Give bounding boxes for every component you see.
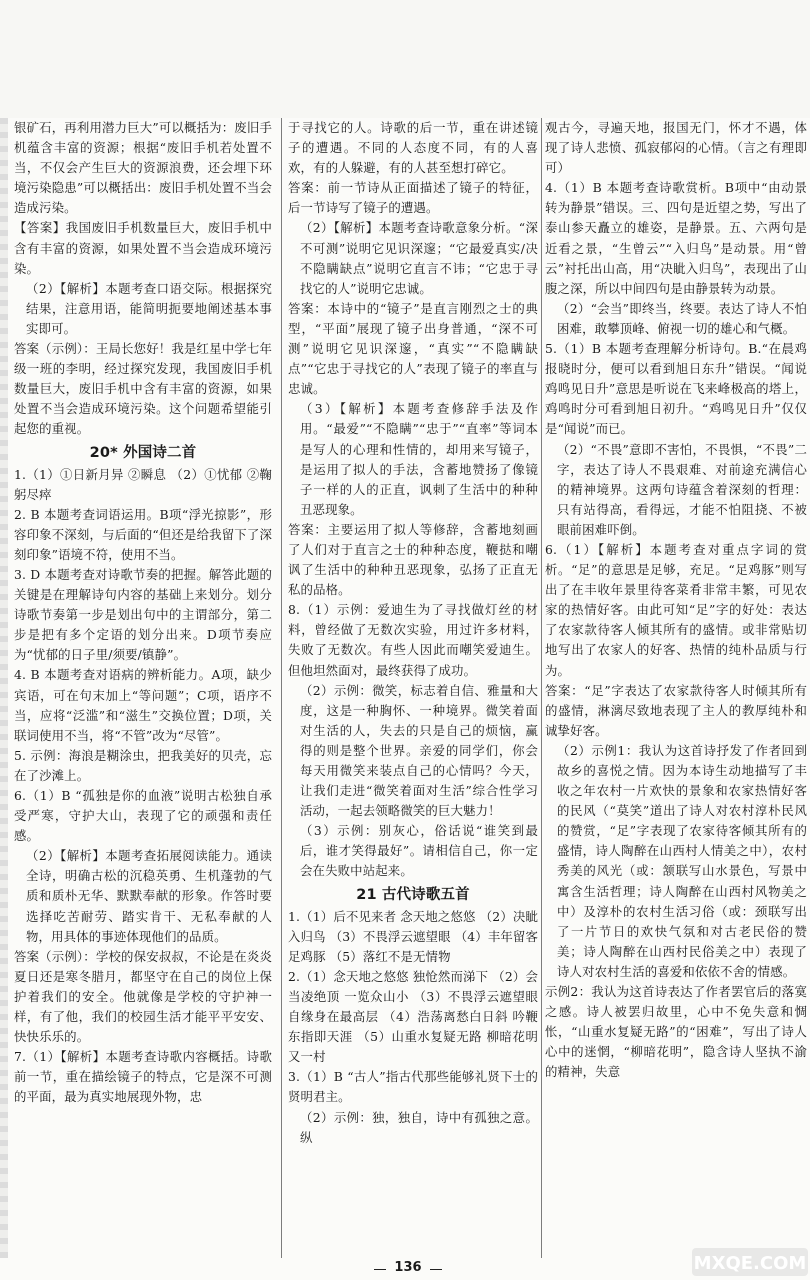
answer-paragraph: 1.（1）后不见来者 念天地之悠悠 （2）决眦入归鸟 （3）不畏浮云遮望眼 （4）丰年留客足鸡豚 （5）落红不是无情物 [288,908,538,964]
section-heading: 20* 外国诗二首 [89,444,197,461]
blank-top-margin [0,0,810,118]
column-middle [288,118,538,1148]
answer-paragraph: 观古今，寻遍天地，报国无门，怀才不遇，体现了诗人悲愤、孤寂郁闷的心情。（言之有理即可） [545,120,807,176]
answer-paragraph: 答案（示例）：学校的保安叔叔，不论是在炎炎夏日还是寒冬腊月，都坚守在自己的岗位上保护着我们的安全。他就像是学校的守护神一样，有了他，我们的校园生活才能平平安安、快快乐乐的。 [14,948,272,1045]
answer-paragraph: （2）【解析】本题考查拓展阅读能力。通读全诗，明确古松的沉稳英勇、生机蓬勃的气质和质朴无华、默默奉献的形象。作答时要选择吃苦耐劳、踏实肯干、无私奉献的人物，用具体的事迹体现他们的品质。 [26,848,272,944]
answer-paragraph: 7.（1）【解析】本题考查诗歌内容概括。诗歌前一节，重在描绘镜子的特点，它是深不可测的平面，最为真实地展现外物，忠 [14,1049,272,1105]
answer-paragraph: 示例2：我认为这首诗表达了作者罢官后的落寞之感。诗人被罢归故里，心中不免失意和惆怅，“山重水复疑无路”的“困难”，写出了诗人心中的迷惘，“柳暗花明”，隐含诗人坚执不渝的精神，失意 [545,984,807,1080]
answer-paragraph: 4.（1）B 本题考查诗歌赏析。B项中“由动景转为静景”错误。三、四句是近望之势，写出了泰山参天矗立的雄姿，是静景。五、六两句是近看之景，“生曾云”“入归鸟”是动景。用“曾云”衬托出山高，用“决眦入归鸟”，表现出了山腹之深，所以中间四句是由静景转为动景。 [545,180,807,296]
answer-paragraph: （3）【解析】本题考查修辞手法及作用。“最爱”“不隐瞒”“忠于”“直率”等词本是写人的心理和性情的，却用来写镜子，是运用了拟人的手法，含蓄地赞扬了像镜子一样的人的正直，讽刺了生活中的种种丑恶现象。 [300,401,538,517]
watermark-logo [690,1240,810,1280]
answer-paragraph: （2）示例：微笑，标志着自信、雅量和大度，这是一种胸怀、一种境界。微笑着面对生活的人，失去的只是自己的烦恼，赢得的则是整个世界。亲爱的同学们，你会每天用微笑来装点自己的心情吗？今天，让我们走进“微笑着面对生活”综合性学习活动，一起去领略微笑的巨大魅力！ [300,682,538,819]
answer-paragraph: 银矿石，再利用潜力巨大”可以概括为：废旧手机蕴含丰富的资源；根据“废旧手机若处置不当，不仅会产生巨大的资源浪费，还会埋下环境污染隐患”可以概括出：废旧手机处置不当会造成污染。 [14,120,272,216]
answer-paragraph: （2）“会当”即终当，终要。表达了诗人不怕困难，敢攀顶峰、俯视一切的雄心和气概。 [557,300,807,336]
column-left [14,118,272,1108]
answer-paragraph: 答案：“足”字表达了农家款待客人时倾其所有的盛情，淋漓尽致地表现了主人的教厚纯朴和诚挚好客。 [545,682,807,738]
binding-edge [0,118,8,1258]
answer-paragraph: 2. B 本题考查词语运用。B项“浮光掠影”，形容印象不深刻，与后面的“但还是给我留下了深刻印象”语境不符，使用不当。 [14,506,272,562]
answer-paragraph: 答案（示例）：王局长您好！我是红星中学七年级一班的李明，经过探究发现，我国废旧手机数量巨大，废旧手机中含有丰富的资源，如果处置不当会造成环境污染。这个问题希望能引起您的重视。 [14,341,272,437]
answer-paragraph: （3）示例：别灰心，俗话说“谁笑到最后，谁才笑得最好”。请相信自己，你一定会在失败中站起来。 [300,823,538,879]
answer-paragraph: 答案：本诗中的“镜子”是直言刚烈之士的典型，“平面”展现了镜子出身普通，“深不可测”说明它见识深邃，“真实”“不隐瞒缺点”“它忠于寻找它的人”表现了镜子的率直与忠诚。 [288,300,538,397]
answer-paragraph: （2）示例1：我认为这首诗抒发了作者回到故乡的喜悦之情。因为本诗生动地描写了丰收之年农村一片欢快的景象和农家热情好客的民风（“莫笑”道出了诗人对农村淳朴民风的赞赏，“足”字表现了农家待客倾其所有的盛情，诗人陶醉在山西村人情美之中），农村秀美的风光（或：颔联写山水景色，写景中寓含生活哲理；诗人陶醉在山西村风物美之中）及淳朴的农村生活习俗（或：颈联写出了一片节日的欢快气氛和对古老民俗的赞美；诗人陶醉在山西村民俗美之中）表现了诗人对农村生活的喜爱和依依不舍的情感。 [557,742,807,979]
answer-paragraph: 6.（1）【解析】本题考查对重点字词的赏析。“足”的意思是足够，充足。“足鸡豚”则写出了在丰收年景里待客菜肴非常丰繁，可见农家的热情好客。由此可知“足”字的好处：表达了农家款待客人倾其所有的盛情。或非常贴切地写出了农家人的好客、热情的纯朴品质与行为。 [545,541,807,678]
answer-paragraph: 【答案】我国废旧手机数量巨大，废旧手机中含有丰富的资源，如果处置不当会造成环境污染。 [14,220,272,276]
column-divider-2 [541,118,542,1258]
answer-paragraph: 8.（1）示例：爱迪生为了寻找做灯丝的材料，曾经做了无数次实验，用过许多材料，失败了无数次。有些人因此而嘲笑爱迪生。但他坦然面对，最终获得了成功。 [288,602,538,678]
answer-paragraph: 4. B 本题考查对语病的辨析能力。A项，缺少宾语，可在句末加上“等问题”；C项，语序不当，应将“泛滥”和“滋生”交换位置；D项，关联词使用不当，将“不管”改为“尽管”。 [14,667,272,743]
answer-paragraph: 2.（1）念天地之悠悠 独怆然而涕下 （2）会当凌绝顶 一览众山小 （3）不畏浮云遮望眼 自缘身在最高层 （4）浩荡离愁白日斜 吟鞭东指即天涯 （5）山重水复疑无路 柳暗花明又一村 [288,968,538,1065]
column-right [545,118,807,1083]
answer-paragraph: （2）示例：独，独自，诗中有孤独之意。纵 [300,1109,538,1145]
answer-paragraph: 1.（1）①日新月异 ②瞬息 （2）①忧郁 ②鞠躬尽瘁 [14,466,272,502]
answer-paragraph: 6.（1）B “孤独是你的血液”说明古松独自承受严寒，守护大山，表现了它的顽强和责任感。 [14,788,272,844]
answer-paragraph: （2）“不畏”意即不害怕，不畏惧，“不畏”二字，表达了诗人不畏艰难、对前途充满信心的精神境界。这两句诗蕴含着深刻的哲理：只有站得高，看得远，才能不怕阻挠、不被眼前困难吓倒。 [557,441,807,537]
page-number: 136 [388,1260,428,1275]
answer-paragraph: （2）【解析】本题考查诗歌意象分析。“深不可测”说明它见识深邃；“它最爱真实/决不隐瞒缺点”说明它直言不讳；“它忠于寻找它的人”说明它忠诚。 [300,220,538,296]
answer-paragraph: 3. D 本题考查对诗歌节奏的把握。解答此题的关键是在理解诗句内容的基础上来划分。划分诗歌节奏第一步是划出句中的主谓部分，第二步是把有多个定语的划分出来。D项节奏应为“忧郁的日子里/须要/镇静”。 [14,566,272,663]
answer-paragraph: （2）【解析】本题考查口语交际。根据探究结果，注意用语，能简明扼要地阐述基本事实即可。 [26,280,272,336]
answer-paragraph: 5.（1）B 本题考查理解分析诗句。B.“在晨鸡报晓时分，便可以看到旭日东升”错误。“闻说鸡鸣见日升”意思是听说在飞来峰极高的塔上，鸡鸣时分可看到旭日初升。“鸡鸣见日升”仅仅是“闻说”而已。 [545,341,807,437]
answer-paragraph: 答案：前一节诗从正面描述了镜子的特征，后一节诗写了镜子的遭遇。 [288,180,538,216]
section-heading: 21 古代诗歌五首 [356,886,470,903]
answer-paragraph: 3.（1）B “古人”指古代那些能够礼贤下士的贤明君主。 [288,1069,538,1105]
answer-paragraph: 于寻找它的人。诗歌的后一节，重在讲述镜子的遭遇。不同的人态度不同，有的人喜欢，有的人躲避，有的人甚至想打碎它。 [288,120,538,176]
answer-paragraph: 5. 示例：海浪是糊涂虫，把我美好的贝壳，忘在了沙滩上。 [14,747,272,783]
watermark-text: MXQE.COM [693,1253,807,1274]
answer-paragraph: 答案：主要运用了拟人等修辞，含蓄地刻画了人们对于直言之士的种种态度，鞭挞和嘲讽了生活中的种种丑恶现象，弘扬了正直无私的品格。 [288,521,538,598]
column-divider-1 [281,118,282,1258]
